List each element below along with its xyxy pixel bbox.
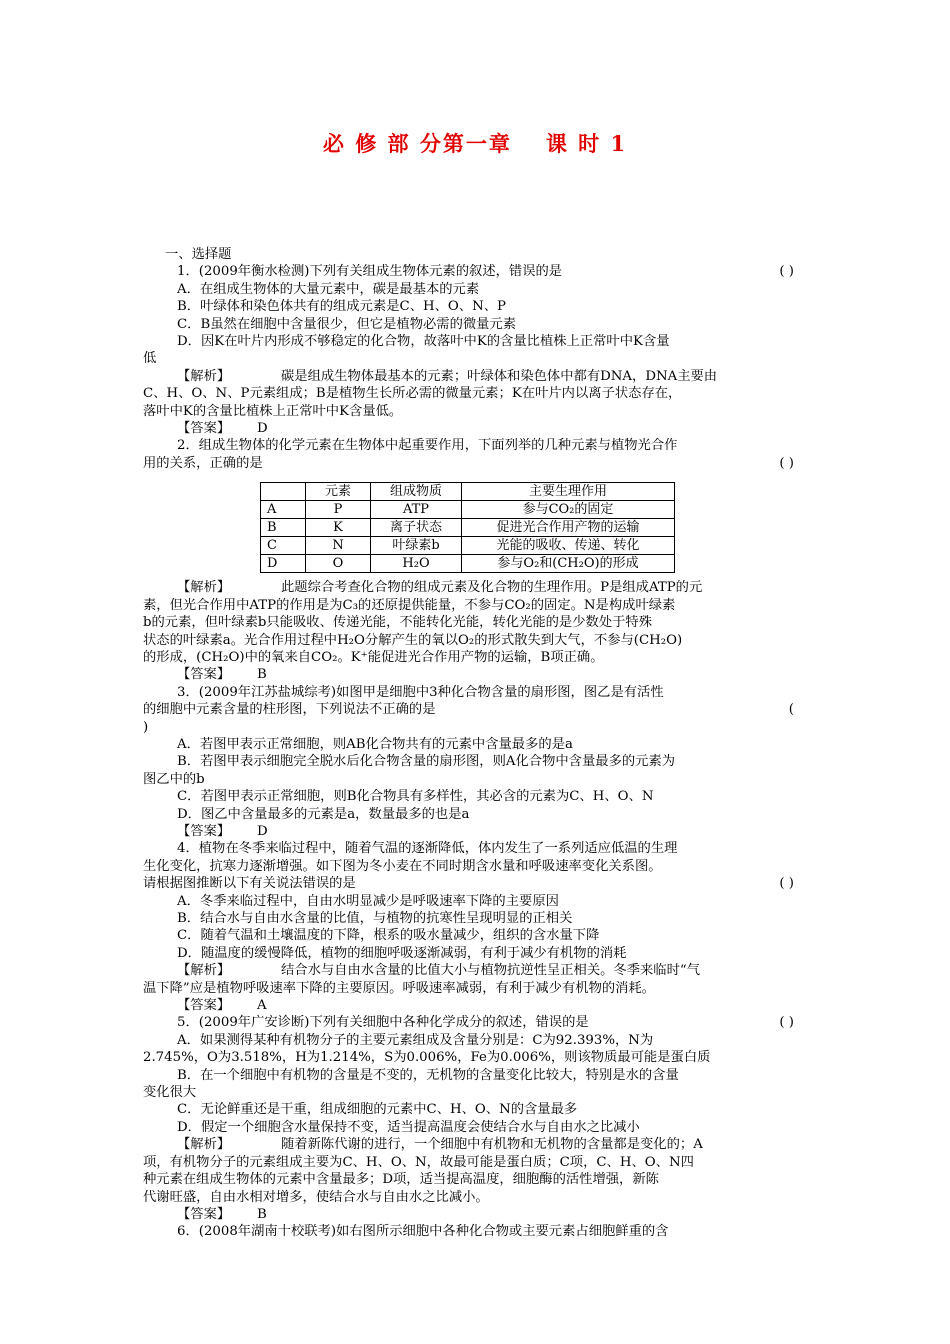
table-row xyxy=(261,501,675,519)
analysis-cont: 落叶中K的含量比植株上正常叶中K含量低。 xyxy=(143,403,403,419)
option-d: D．假定一个细胞含水量保持不变，适当提高温度会使结合水与自由水之比减小 xyxy=(177,1119,640,1135)
answer-paren: ( ) xyxy=(779,876,794,892)
table-cell: D xyxy=(261,555,306,573)
answer-label: 【答案】 xyxy=(177,421,231,437)
option-b: B．叶绿体和染色体共有的组成元素是C、H、O、N、P xyxy=(177,299,506,315)
option-a: A．冬季来临过程中，自由水明显减少是呼吸速率下降的主要原因 xyxy=(177,893,559,909)
analysis-cont: 素，但光合作用中ATP的作用是为C₃的还原提供能量，不参与CO₂的固定。N是构成叶绿素 xyxy=(143,597,676,613)
analysis-cont: 项，有机物分子的元素组成主要为C、H、O、N，故最可能是蛋白质；C项，C、H、O、N四 xyxy=(143,1154,694,1170)
question-stem: 6．(2008年湖南十校联考)如右图所示细胞中各种化合物或主要元素占细胞鲜重的含 xyxy=(177,1224,669,1240)
analysis-cont: 状态的叶绿素a。光合作用过程中H₂O分解产生的氧以O₂的形式散失到大气，不参与(CH₂O) xyxy=(143,632,683,648)
option-b-cont: 变化很大 xyxy=(143,1085,197,1101)
question-stem: 4．植物在冬季来临过程中，随着气温的逐渐降低，体内发生了一系列适应低温的生理 xyxy=(177,841,678,857)
table-row xyxy=(261,519,675,537)
answer-label: 【答案】 xyxy=(177,998,231,1014)
question-stem-cont xyxy=(143,701,808,718)
question-stem: 3．(2009年江苏盐城综考)如图甲是细胞中3种化合物含量的扇形图，图乙是有活性 xyxy=(177,684,664,700)
title-left: 必 修 部 分第一章 xyxy=(322,131,512,156)
table-header-cell: 组成物质 xyxy=(371,483,462,501)
answer-value: B xyxy=(257,667,267,683)
table-cell: B xyxy=(261,519,306,537)
question-3 xyxy=(143,684,808,841)
option-b: B．在一个细胞中有机物的含量是不变的，无机物的含量变化比较大，特别是水的含量 xyxy=(177,1067,679,1083)
table-cell: 光能的吸收、传递、转化 xyxy=(462,537,675,555)
stem-text: 的细胞中元素含量的柱形图，下列说法不正确的是 xyxy=(143,702,436,718)
element-table xyxy=(260,482,675,573)
table-cell: 促进光合作用产物的运输 xyxy=(462,519,675,537)
table-header-row xyxy=(261,483,675,501)
table-cell: K xyxy=(306,519,371,537)
analysis-label: 【解析】 xyxy=(177,368,231,384)
question-stem: 2．组成生物体的化学元素在生物体中起重要作用，下面列举的几种元素与植物光合作 xyxy=(177,438,678,454)
answer xyxy=(143,823,808,840)
option-d: D．因K在叶片内形成不够稳定的化合物，故落叶中K的含量比植株上正常叶中K含量 xyxy=(177,334,670,350)
analysis-label: 【解析】 xyxy=(177,580,231,596)
answer-value: A xyxy=(257,998,267,1014)
option-c: C．随着气温和土壤温度的下降，根系的吸水量减少，组织的含水量下降 xyxy=(177,928,600,944)
analysis-cont: b的元素，但叶绿素b只能吸收、传递光能，不能转化光能，转化光能的是少数处于特殊 xyxy=(143,615,653,631)
analysis xyxy=(143,1136,808,1153)
table-cell: C xyxy=(261,537,306,555)
stem-text: 用的关系，正确的是 xyxy=(143,455,263,471)
analysis-cont: C、H、O、N、P元素组成；B是植物生长所必需的微量元素；K在叶片内以离子状态存在， xyxy=(143,386,682,402)
option-b-cont: 图乙中的b xyxy=(143,771,205,787)
table-row xyxy=(261,555,675,573)
answer xyxy=(143,1206,808,1223)
option-c: C．无论鲜重还是干重，组成细胞的元素中C、H、O、N的含量最多 xyxy=(177,1102,578,1118)
answer-value: B xyxy=(257,1206,267,1222)
answer-paren-close: ) xyxy=(143,719,149,735)
table-cell: 离子状态 xyxy=(371,519,462,537)
analysis-label: 【解析】 xyxy=(177,1137,231,1153)
table-row xyxy=(261,537,675,555)
analysis-text: 此题综合考查化合物的组成元素及化合物的生理作用。P是组成ATP的元 xyxy=(281,580,703,596)
answer xyxy=(143,666,808,683)
table-cell: ATP xyxy=(371,501,462,519)
option-a: A．如果测得某种有机物分子的主要元素组成及含量分别是：C为92.393%，N为 xyxy=(177,1032,654,1048)
question-1 xyxy=(143,263,808,437)
question-stem-cont: 生化变化，抗寒力逐渐增强。如下图为冬小麦在不同时期含水量和呼吸速率变化关系图。 xyxy=(143,858,662,874)
table-cell: 参与CO₂的固定 xyxy=(462,501,675,519)
table-header-cell: 元素 xyxy=(306,483,371,501)
analysis-text: 随着新陈代谢的进行，一个细胞中有机物和无机物的含量都是变化的；A xyxy=(281,1137,703,1153)
table-cell: 叶绿素b xyxy=(371,537,462,555)
stem-text: 5．(2009年广安诊断)下列有关细胞中各种化学成分的叙述，错误的是 xyxy=(177,1015,589,1031)
table-header-cell xyxy=(261,483,306,501)
section-heading: 一、选择题 xyxy=(165,247,232,262)
answer-label: 【答案】 xyxy=(177,667,231,683)
answer-paren: ( ) xyxy=(779,264,794,280)
answer xyxy=(143,420,808,437)
question-6 xyxy=(143,1223,808,1240)
analysis xyxy=(143,579,808,596)
stem-text: 请根据图推断以下有关说法错误的是 xyxy=(143,876,356,892)
option-a-cont: 2.745%，O为3.518%，H为1.214%，S为0.006%，Fe为0.006%，则该物质最可能是蛋白质 xyxy=(143,1050,711,1066)
answer-paren-open: ( xyxy=(788,702,794,718)
table-cell: N xyxy=(306,537,371,555)
option-b: B．若图甲表示细胞完全脱水后化合物含量的扇形图，则A化合物中含量最多的元素为 xyxy=(177,754,676,770)
analysis-text: 碳是组成生物体最基本的元素；叶绿体和染色体中都有DNA，DNA主要由 xyxy=(281,368,718,384)
option-b: B．结合水与自由水含量的比值，与植物的抗寒性呈现明显的正相关 xyxy=(177,911,573,926)
analysis-cont: 种元素在组成生物体的元素中含量最多；D项，适当提高温度，细胞酶的活性增强，新陈 xyxy=(143,1172,659,1188)
title-right: 课 时 1 xyxy=(545,131,628,156)
table-cell: A xyxy=(261,501,306,519)
answer-paren: ( ) xyxy=(779,1015,794,1031)
analysis-cont: 温下降”应是植物呼吸速率下降的主要原因。呼吸速率减弱，有利于减少有机物的消耗。 xyxy=(143,980,656,996)
table-cell: 参与O₂和(CH₂O)的形成 xyxy=(462,555,675,573)
option-d: D．随温度的缓慢降低，植物的细胞呼吸逐渐减弱，有利于减少有机物的消耗 xyxy=(177,945,627,961)
question-2 xyxy=(143,437,808,683)
option-d-cont: 低 xyxy=(143,351,157,367)
option-a: A．若图甲表示正常细胞，则AB化合物共有的元素中含量最多的是a xyxy=(177,736,573,752)
option-d: D．图乙中含量最多的元素是a，数量最多的也是a xyxy=(177,806,470,822)
question-stem xyxy=(143,263,808,280)
question-4 xyxy=(143,840,808,1014)
table-cell: H₂O xyxy=(371,555,462,573)
answer xyxy=(143,997,808,1014)
analysis-cont: 代谢旺盛，自由水相对增多，使结合水与自由水之比减小。 xyxy=(143,1189,489,1205)
page-title xyxy=(0,128,950,158)
question-stem xyxy=(143,1014,808,1031)
question-stem-cont xyxy=(143,455,808,472)
question-stem-cont xyxy=(143,875,808,892)
answer-paren: ( ) xyxy=(779,455,794,471)
question-5 xyxy=(143,1014,808,1223)
document-body xyxy=(143,246,808,1241)
answer-value: D xyxy=(257,823,268,839)
answer-label: 【答案】 xyxy=(177,1206,231,1222)
option-a: A．在组成生物体的大量元素中，碳是最基本的元素 xyxy=(177,281,480,297)
analysis-cont: 的形成，(CH₂O)中的氧来自CO₂。K⁺能促进光合作用产物的运输，B项正确。 xyxy=(143,649,604,665)
analysis xyxy=(143,368,808,385)
option-c: C．B虽然在细胞中含量很少，但它是植物必需的微量元素 xyxy=(177,316,517,332)
option-c: C．若图甲表示正常细胞，则B化合物具有多样性，其必含的元素为C、H、O、N xyxy=(177,789,654,805)
table-header-cell: 主要生理作用 xyxy=(462,483,675,501)
answer-value: D xyxy=(257,421,268,437)
table-cell: O xyxy=(306,555,371,573)
stem-text: 1．(2009年衡水检测)下列有关组成生物体元素的叙述，错误的是 xyxy=(177,264,563,280)
answer-label: 【答案】 xyxy=(177,823,231,839)
analysis xyxy=(143,962,808,979)
analysis-label: 【解析】 xyxy=(177,963,231,979)
analysis-text: 结合水与自由水含量的比值大小与植物抗逆性呈正相关。冬季来临时“气 xyxy=(281,963,700,979)
table-cell: P xyxy=(306,501,371,519)
